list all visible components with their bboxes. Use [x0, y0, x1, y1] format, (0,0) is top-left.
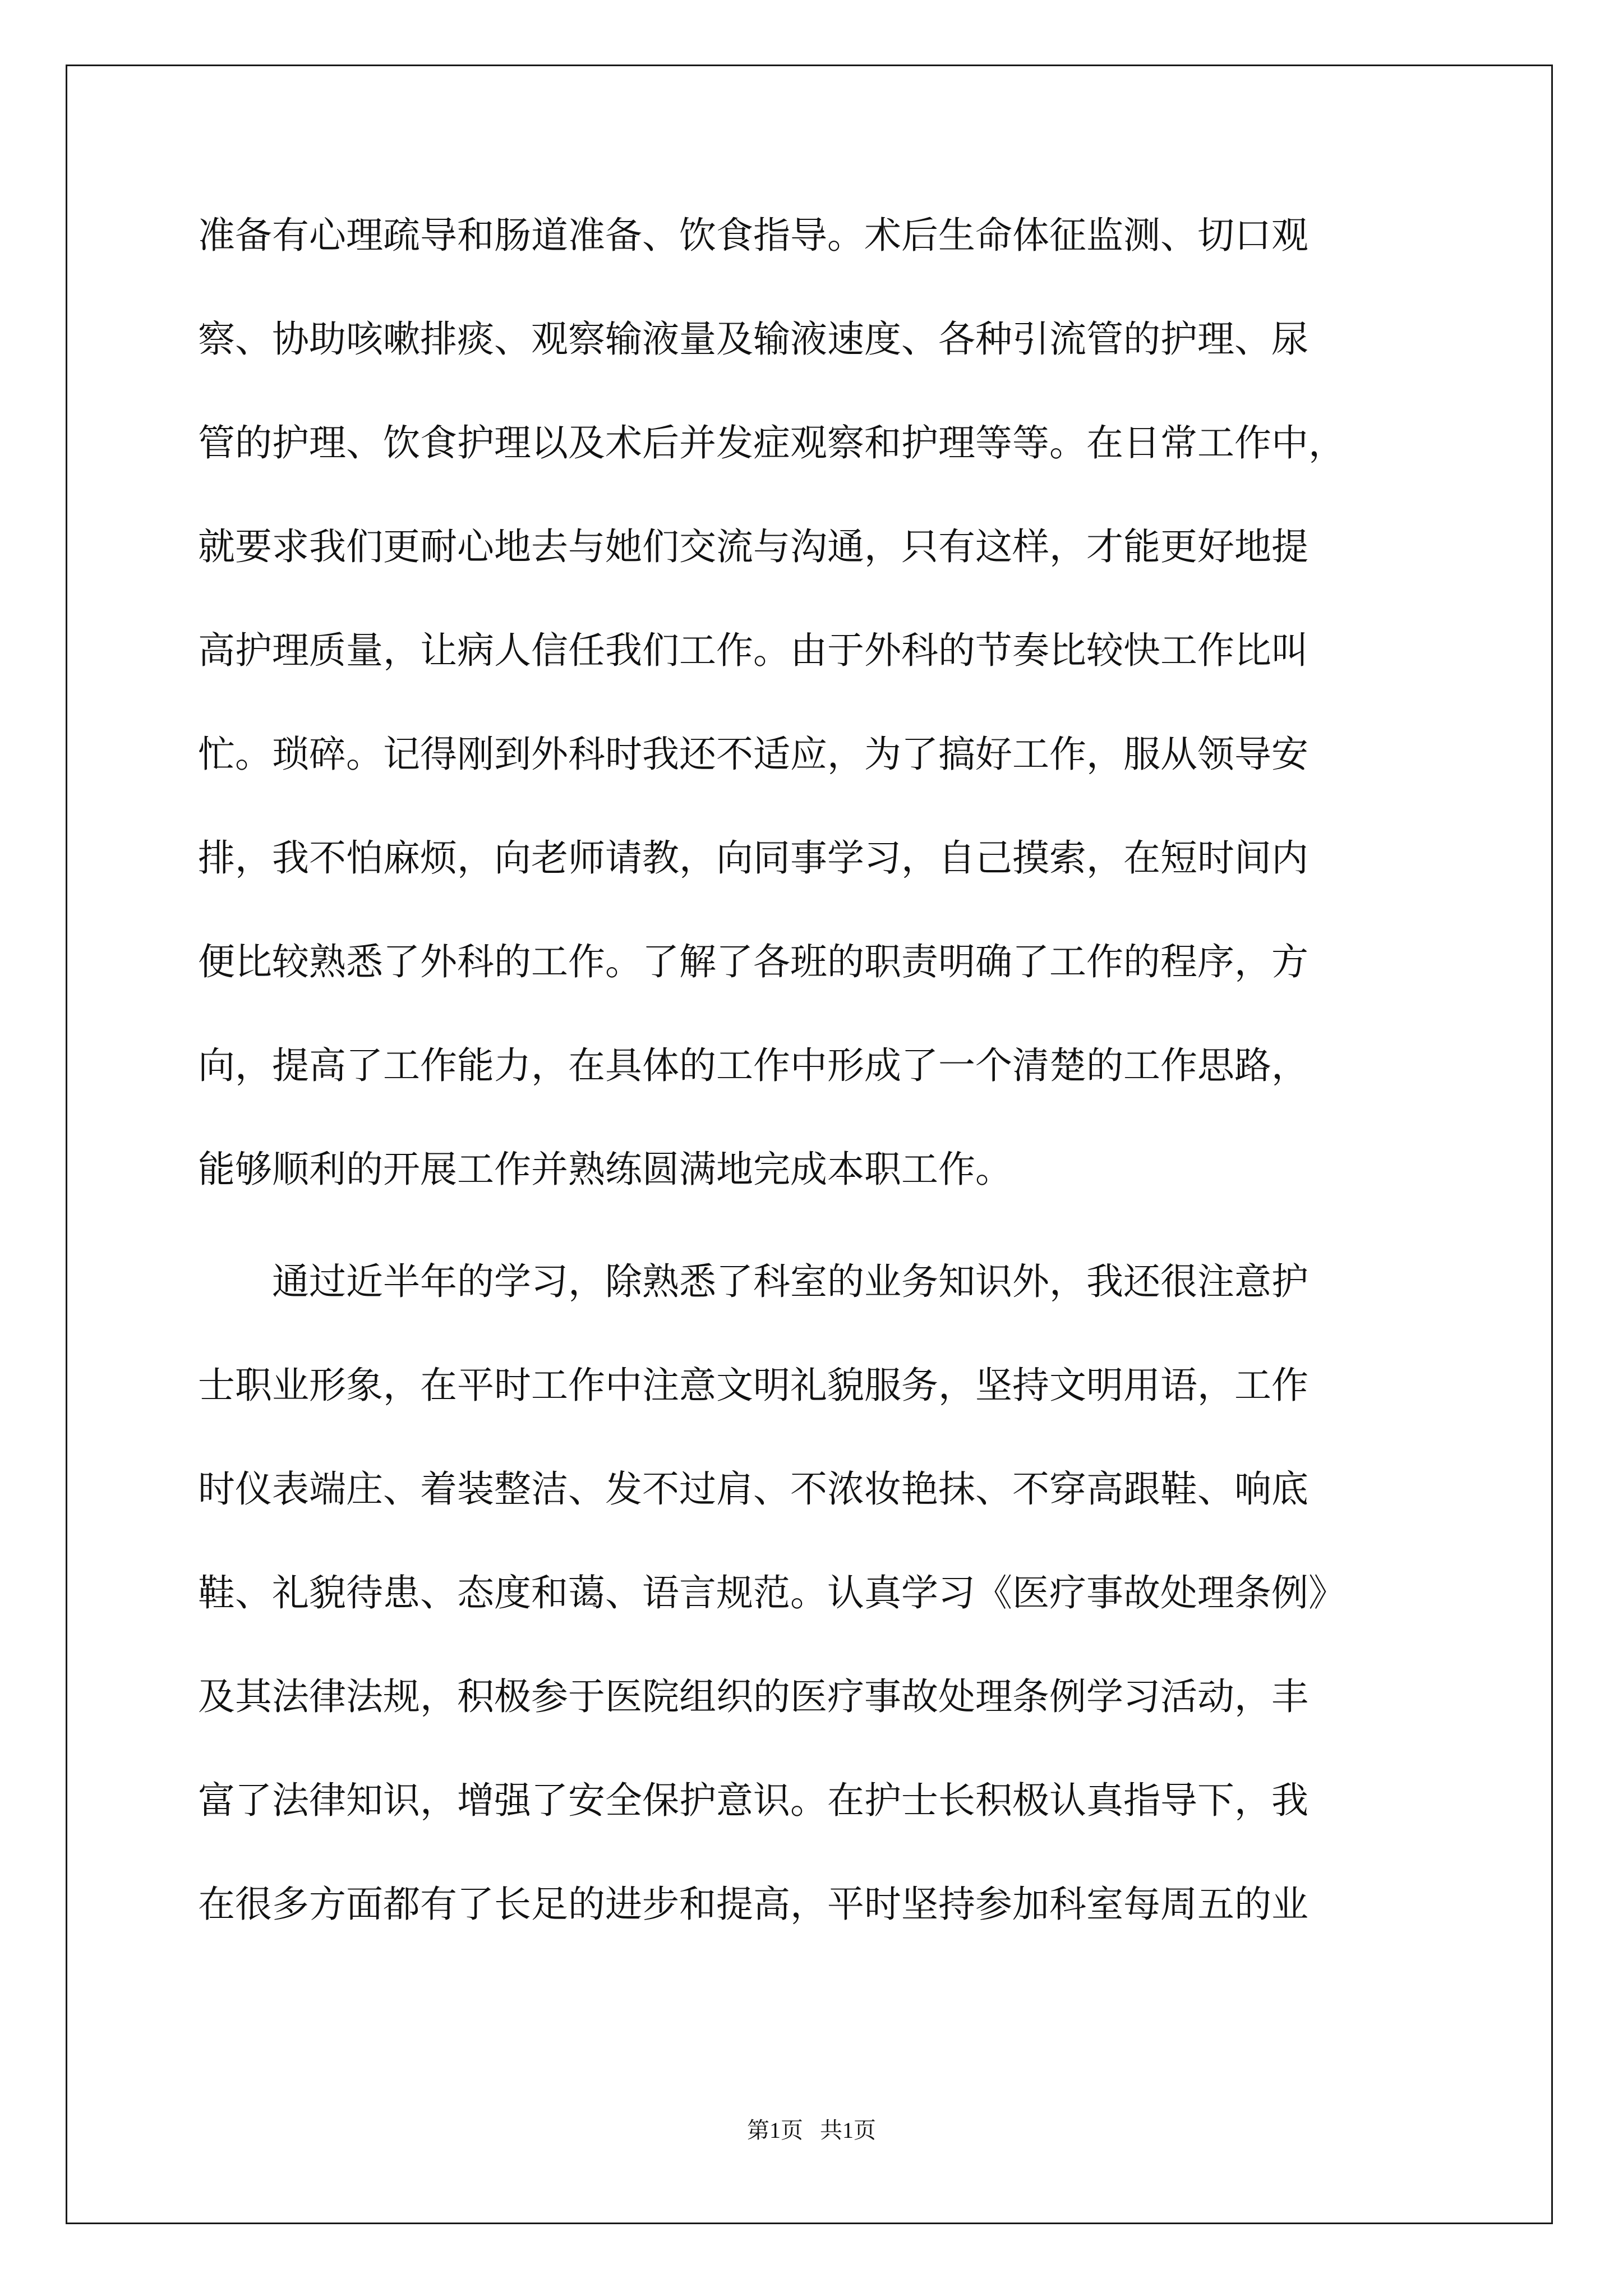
paragraph-first-line: 通过近半年的学习，除熟悉了科室的业务知识外，我还很注意护 — [272, 1260, 1308, 1303]
text-line: 管的护理、饮食护理以及术后并发症观察和护理等等。在日常工作中， — [198, 421, 1345, 464]
text-line: 在很多方面都有了长足的进步和提高，平时坚持参加科室每周五的业 — [198, 1883, 1308, 1926]
text-line: 向，提高了工作能力，在具体的工作中形成了一个清楚的工作思路， — [198, 1044, 1308, 1087]
text-line: 士职业形象，在平时工作中注意文明礼貌服务，坚持文明用语，工作 — [198, 1364, 1308, 1407]
text-line: 时仪表端庄、着装整洁、发不过肩、不浓妆艳抹、不穿高跟鞋、响底 — [198, 1467, 1308, 1511]
text-line: 忙。琐碎。记得刚到外科时我还不适应，为了搞好工作，服从领导安 — [198, 733, 1308, 776]
text-line: 高护理质量，让病人信任我们工作。由于外科的节奏比较快工作比叫 — [198, 629, 1308, 672]
text-line: 就要求我们更耐心地去与她们交流与沟通，只有这样，才能更好地提 — [198, 525, 1308, 568]
text-line: 便比较熟悉了外科的工作。了解了各班的职责明确了工作的程序，方 — [198, 940, 1308, 983]
text-line: 察、协助咳嗽排痰、观察输液量及输液速度、各种引流管的护理、尿 — [198, 318, 1308, 361]
text-line: 准备有心理疏导和肠道准备、饮食指导。术后生命体征监测、切口观 — [198, 214, 1308, 257]
text-line: 鞋、礼貌待患、态度和蔼、语言规范。认真学习《医疗事故处理条例》 — [198, 1571, 1345, 1614]
text-line: 及其法律法规，积极参于医院组织的医疗事故处理条例学习活动，丰 — [198, 1675, 1308, 1718]
text-line: 能够顺利的开展工作并熟练圆满地完成本职工作。 — [198, 1148, 1012, 1191]
text-line: 排，我不怕麻烦，向老师请教，向同事学习，自己摸索，在短时间内 — [198, 836, 1308, 880]
page-number: 第1页 共1页 — [747, 2118, 876, 2143]
text-line: 富了法律知识，增强了安全保护意识。在护士长积极认真指导下，我 — [198, 1779, 1308, 1822]
